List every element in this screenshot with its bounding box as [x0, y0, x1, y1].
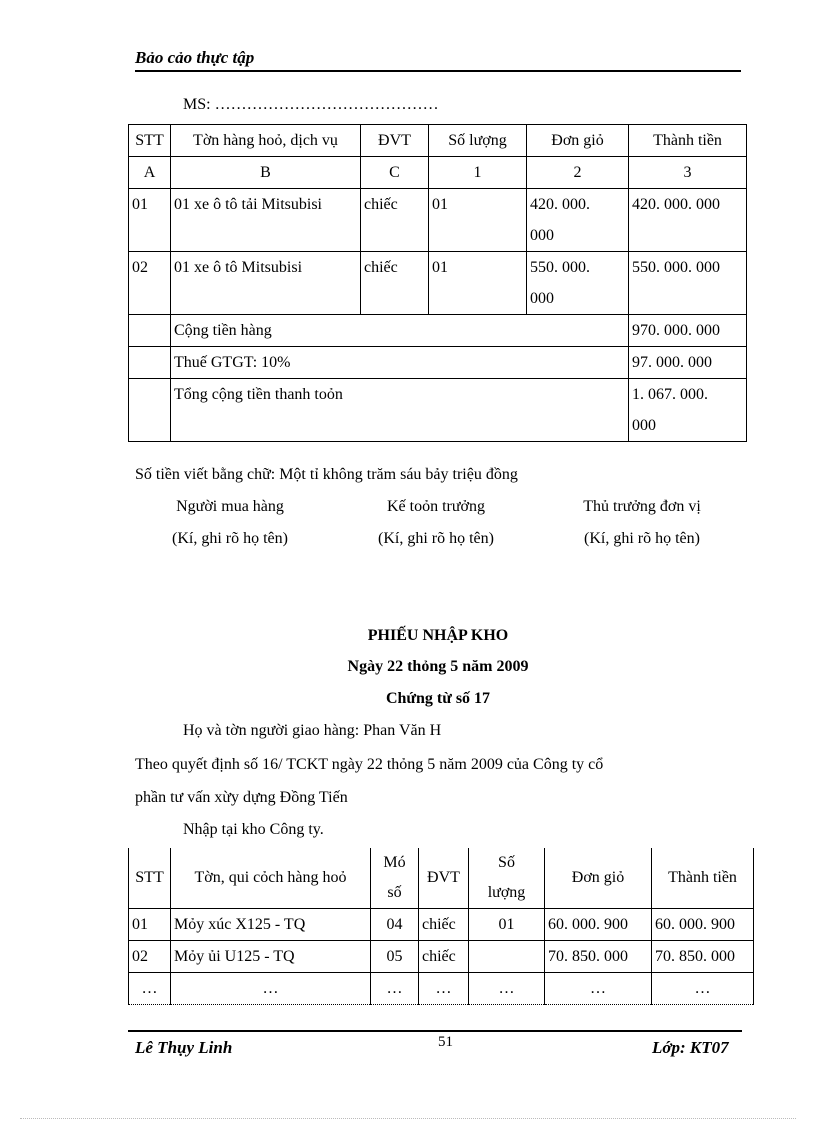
receipt-title: PHIẾU NHẬP KHO	[367, 627, 509, 644]
receipt-date: Ngày 22 thỏng 5 năm 2009	[347, 658, 529, 675]
table-row: 01 01 xe ô tô tải Mitsubisi chiếc 01 420. 000. 000 420. 000. 000	[129, 189, 747, 252]
ms-line: MS: ……………………………………	[183, 96, 439, 113]
page-number: 51	[438, 1034, 453, 1050]
table-code-row: A B C 1 2 3	[129, 157, 747, 189]
invoice-table	[128, 124, 747, 442]
table-row: 02 Mỏy ủi U125 - TQ 05 chiếc 70. 850. 000 70. 850. 000	[129, 941, 754, 973]
table-row: 01 Mỏy xúc X125 - TQ 04 chiếc 01 60. 000. 900 60. 000. 900	[129, 909, 754, 941]
signature-buyer-role: Người mua hàng	[176, 498, 284, 515]
subtotal-row: Cộng tiền hàng 970. 000. 000	[129, 315, 747, 347]
amount-in-words: Số tiền viết bằng chữ: Một tỉ không trăm sáu bảy triệu đồng	[135, 466, 518, 483]
grand-total-row: Tổng cộng tiền thanh toỏn 1. 067. 000. 000	[129, 379, 747, 442]
signature-director-note: (Kí, ghi rõ họ tên)	[584, 530, 700, 547]
signature-accountant-note: (Kí, ghi rõ họ tên)	[378, 530, 494, 547]
table-row: 02 01 xe ô tô Mitsubisi chiếc 01 550. 000. 000 550. 000. 000	[129, 252, 747, 315]
decision-line-1: Theo quyết định số 16/ TCKT ngày 22 thỏng 5 năm 2009 của Công ty cổ	[135, 756, 604, 773]
report-header-title: Bảo cảo thực tập	[135, 48, 255, 67]
deliverer-line: Họ và tờn người giao hàng: Phan Văn H	[183, 722, 442, 739]
table-row: … … … … … … …	[129, 973, 754, 1005]
footer-class: Lớp: KT07	[652, 1038, 729, 1057]
signature-accountant-role: Kế toỏn trưởng	[386, 498, 485, 515]
table-header-row: STT Tờn, qui cỏch hàng hoỏ Mó số ĐVT Số lượng Đơn giỏ Thành tiền	[129, 848, 754, 909]
vat-row: Thuế GTGT: 10% 97. 000. 000	[129, 347, 747, 379]
header-divider	[135, 70, 741, 72]
footer-author: Lê Thụy Linh	[135, 1038, 233, 1057]
signature-buyer-note: (Kí, ghi rõ họ tên)	[172, 530, 288, 547]
warehouse-line: Nhập tại kho Công ty.	[183, 821, 324, 838]
table-header-row: STT Tờn hàng hoỏ, dịch vụ ĐVT Số lượng Đơn giỏ Thành tiền	[129, 125, 747, 157]
footer-divider	[128, 1030, 742, 1032]
receipt-voucher: Chứng từ số 17	[385, 690, 491, 707]
decision-line-2: phần tư vấn xừy dựng Đồng Tiến	[135, 789, 348, 806]
receipt-table	[128, 848, 754, 1005]
signature-director-role: Thủ trưởng đơn vị	[583, 498, 701, 515]
page-bottom-border	[20, 1118, 796, 1119]
